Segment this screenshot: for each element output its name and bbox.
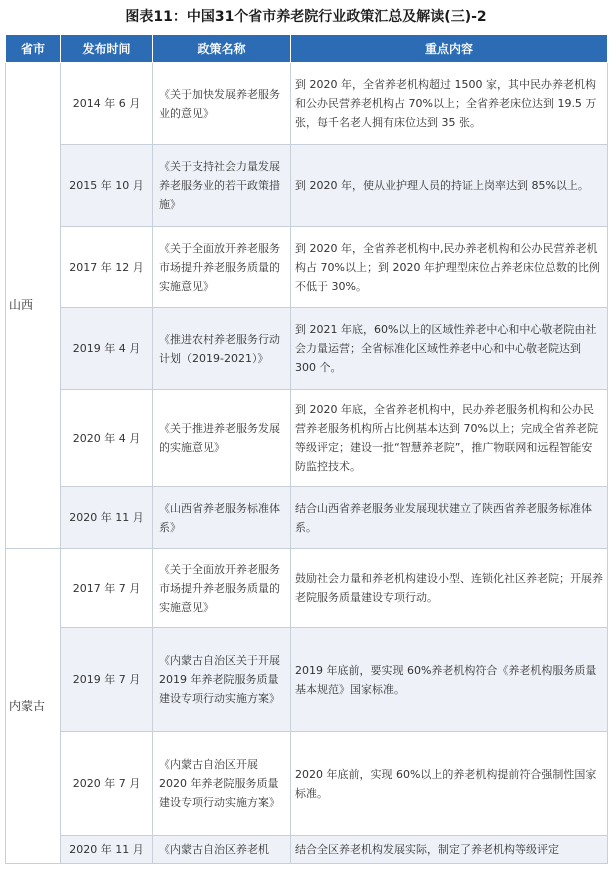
content-cell: 2020 年底前，实现 60%以上的养老机构提前符合强制性国家标准。 bbox=[291, 732, 608, 836]
date-cell: 2019 年 7 月 bbox=[61, 628, 153, 732]
content-cell: 到 2020 年，全省养老机构中,民办养老机构和公办民营养老机构占 70%以上；到 2020 年护理型床位占养老床位总数的比例不低于 30%。 bbox=[291, 227, 608, 308]
content-cell: 到 2021 年底，60%以上的区域性养老中心和中心敬老院由社会力量运营；全省标准化区域性养老中心和中心敬老院达到 300 个。 bbox=[291, 308, 608, 390]
date-cell: 2020 年 7 月 bbox=[61, 732, 153, 836]
table-row bbox=[6, 308, 608, 390]
header-province: 省市 bbox=[6, 35, 61, 63]
table-row bbox=[6, 390, 608, 487]
policy-name-cell: 《内蒙古自治区关于开展 2019 年养老院服务质量建设专项行动实施方案》 bbox=[153, 628, 291, 732]
policy-name-cell: 《关于推进养老服务发展的实施意见》 bbox=[153, 390, 291, 487]
date-cell: 2019 年 4 月 bbox=[61, 308, 153, 390]
content-cell: 到 2020 年底，全省养老机构中，民办养老服务机构和公办民营养老服务机构所占比例基本达到 70%以上；完成全省养老院等级评定；建设一批“智慧养老院”，推广物联网和远程智能安防监控技术。 bbox=[291, 390, 608, 487]
policy-name-cell: 《关于支持社会力量发展养老服务业的若干政策措施》 bbox=[153, 145, 291, 227]
content-cell: 2019 年底前，要实现 60%养老机构符合《养老机构服务质量基本规范》国家标准。 bbox=[291, 628, 608, 732]
policy-name-cell: 《内蒙古自治区养老机 bbox=[153, 836, 291, 864]
policy-name-cell: 《推进农村养老服务行动计划（2019-2021）》 bbox=[153, 308, 291, 390]
policy-name-cell: 《关于全面放开养老服务市场提升养老服务质量的实施意见》 bbox=[153, 549, 291, 628]
policy-name-cell: 《内蒙古自治区开展 2020 年养老院服务质量建设专项行动实施方案》 bbox=[153, 732, 291, 836]
content-cell: 结合全区养老机构发展实际，制定了养老机构等级评定 bbox=[291, 836, 608, 864]
date-cell: 2014 年 6 月 bbox=[61, 63, 153, 145]
table-row bbox=[6, 63, 608, 145]
date-cell: 2020 年 4 月 bbox=[61, 390, 153, 487]
table-row bbox=[6, 227, 608, 308]
policy-name-cell: 《关于全面放开养老服务市场提升养老服务质量的实施意见》 bbox=[153, 227, 291, 308]
date-cell: 2017 年 12 月 bbox=[61, 227, 153, 308]
header-policy-name: 政策名称 bbox=[153, 35, 291, 63]
header-date: 发布时间 bbox=[61, 35, 153, 63]
policy-name-cell: 《山西省养老服务标准体系》 bbox=[153, 487, 291, 549]
content-cell: 鼓励社会力量和养老机构建设小型、连锁化社区养老院；开展养老院服务质量建设专项行动。 bbox=[291, 549, 608, 628]
figure-title: 图表11：中国31个省市养老院行业政策汇总及解读(三)-2 bbox=[125, 9, 487, 25]
date-cell: 2015 年 10 月 bbox=[61, 145, 153, 227]
province-cell: 内蒙古 bbox=[6, 549, 61, 864]
header-key-content: 重点内容 bbox=[291, 35, 608, 63]
table-row bbox=[6, 628, 608, 732]
date-cell: 2020 年 11 月 bbox=[61, 487, 153, 549]
content-cell: 到 2020 年，使从业护理人员的持证上岗率达到 85%以上。 bbox=[291, 145, 608, 227]
table-row bbox=[6, 145, 608, 227]
content-cell: 到 2020 年，全省养老机构超过 1500 家，其中民办养老机构和公办民营养老机构占 70%以上；全省养老床位达到 19.5 万张，每千名老人拥有床位达到 35 张。 bbox=[291, 63, 608, 145]
table-row bbox=[6, 732, 608, 836]
date-cell: 2017 年 7 月 bbox=[61, 549, 153, 628]
policy-name-cell: 《关于加快发展养老服务业的意见》 bbox=[153, 63, 291, 145]
content-cell: 结合山西省养老服务业发展现状建立了陕西省养老服务标准体系。 bbox=[291, 487, 608, 549]
table-header-row bbox=[6, 35, 608, 63]
date-cell: 2020 年 11 月 bbox=[61, 836, 153, 864]
province-cell: 山西 bbox=[6, 63, 61, 549]
table-row bbox=[6, 836, 608, 864]
policy-table bbox=[5, 34, 608, 864]
table-row bbox=[6, 549, 608, 628]
table-row bbox=[6, 487, 608, 549]
